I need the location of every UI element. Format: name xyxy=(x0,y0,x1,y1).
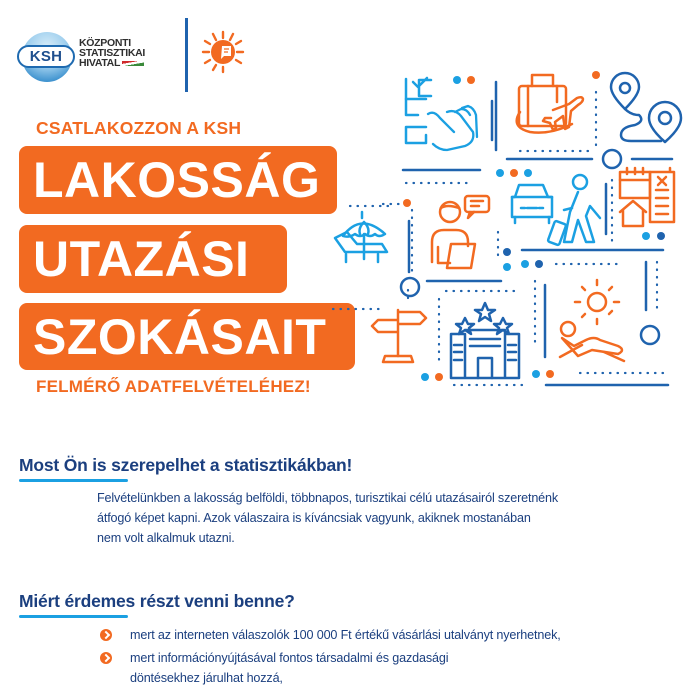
section1-underline xyxy=(19,479,128,482)
suitcase-plane-icon xyxy=(517,75,583,133)
bullet-item xyxy=(100,648,448,688)
logo-name-line-2: STATISZTIKAI xyxy=(79,47,146,59)
calendar-house-receipt-icon xyxy=(620,168,674,226)
traveler-with-luggage-icon xyxy=(548,175,600,245)
bullet-line: mert információnyújtásával fontos társadalmi és gazdasági xyxy=(130,651,449,665)
pointing-hand-icon xyxy=(428,106,477,150)
bullet-text xyxy=(130,648,448,688)
paragraph-line: átfogó képet kapni. Azok válaszaira is kíváncsiak vagyunk, akiknek mostanában xyxy=(97,511,531,525)
signpost-icon xyxy=(372,310,426,362)
headline-subtitle: FELMÉRŐ ADATFELVÉTELÉHEZ! xyxy=(36,377,311,396)
section2-heading: Miért érdemes részt venni benne? xyxy=(19,591,295,611)
bullet-line: döntésekhez járulhat hozzá, xyxy=(130,671,283,685)
title-line-1: LAKOSSÁG xyxy=(19,146,337,214)
bullet-item xyxy=(100,625,561,645)
chevron-right-circle-icon xyxy=(100,652,112,664)
logo-name-line-1: KÖZPONTI xyxy=(79,37,131,49)
section1-heading: Most Ön is szerepelhet a statisztikákban! xyxy=(19,455,353,475)
dotted-lines xyxy=(333,92,665,385)
section1-paragraph xyxy=(97,488,657,548)
title-line-2: UTAZÁSI xyxy=(19,225,287,293)
checklist-icon xyxy=(406,78,431,143)
beach-umbrella-lounger-icon xyxy=(335,212,387,262)
car-icon xyxy=(512,185,552,223)
person-tablet-chat-icon xyxy=(432,196,489,268)
grid-lines xyxy=(403,82,672,385)
map-route-pins-icon xyxy=(611,73,681,142)
sunbathing-person-icon xyxy=(560,280,624,361)
ksh-logo-abbr: KSH xyxy=(17,45,75,68)
headline-kicker: CSATLAKOZZON A KSH xyxy=(36,118,242,138)
section2-underline xyxy=(19,615,128,618)
paragraph-line: nem volt alkalmuk utazni. xyxy=(97,531,235,545)
bullet-line: mert az interneten válaszolók 100 000 Ft értékű vásárlási utalványt nyerhetnek, xyxy=(130,628,561,642)
bullet-text xyxy=(130,625,561,645)
logo-name-line-3-text: HIVATAL xyxy=(79,57,121,69)
title-line-3: SZOKÁSAIT xyxy=(19,303,355,370)
paragraph-line: Felvételünkben a lakosság belföldi, többnapos, turisztikai célú utazásairól szeretnénk xyxy=(97,491,559,505)
chevron-right-circle-icon xyxy=(100,629,112,641)
hotel-stars-icon xyxy=(451,303,519,378)
